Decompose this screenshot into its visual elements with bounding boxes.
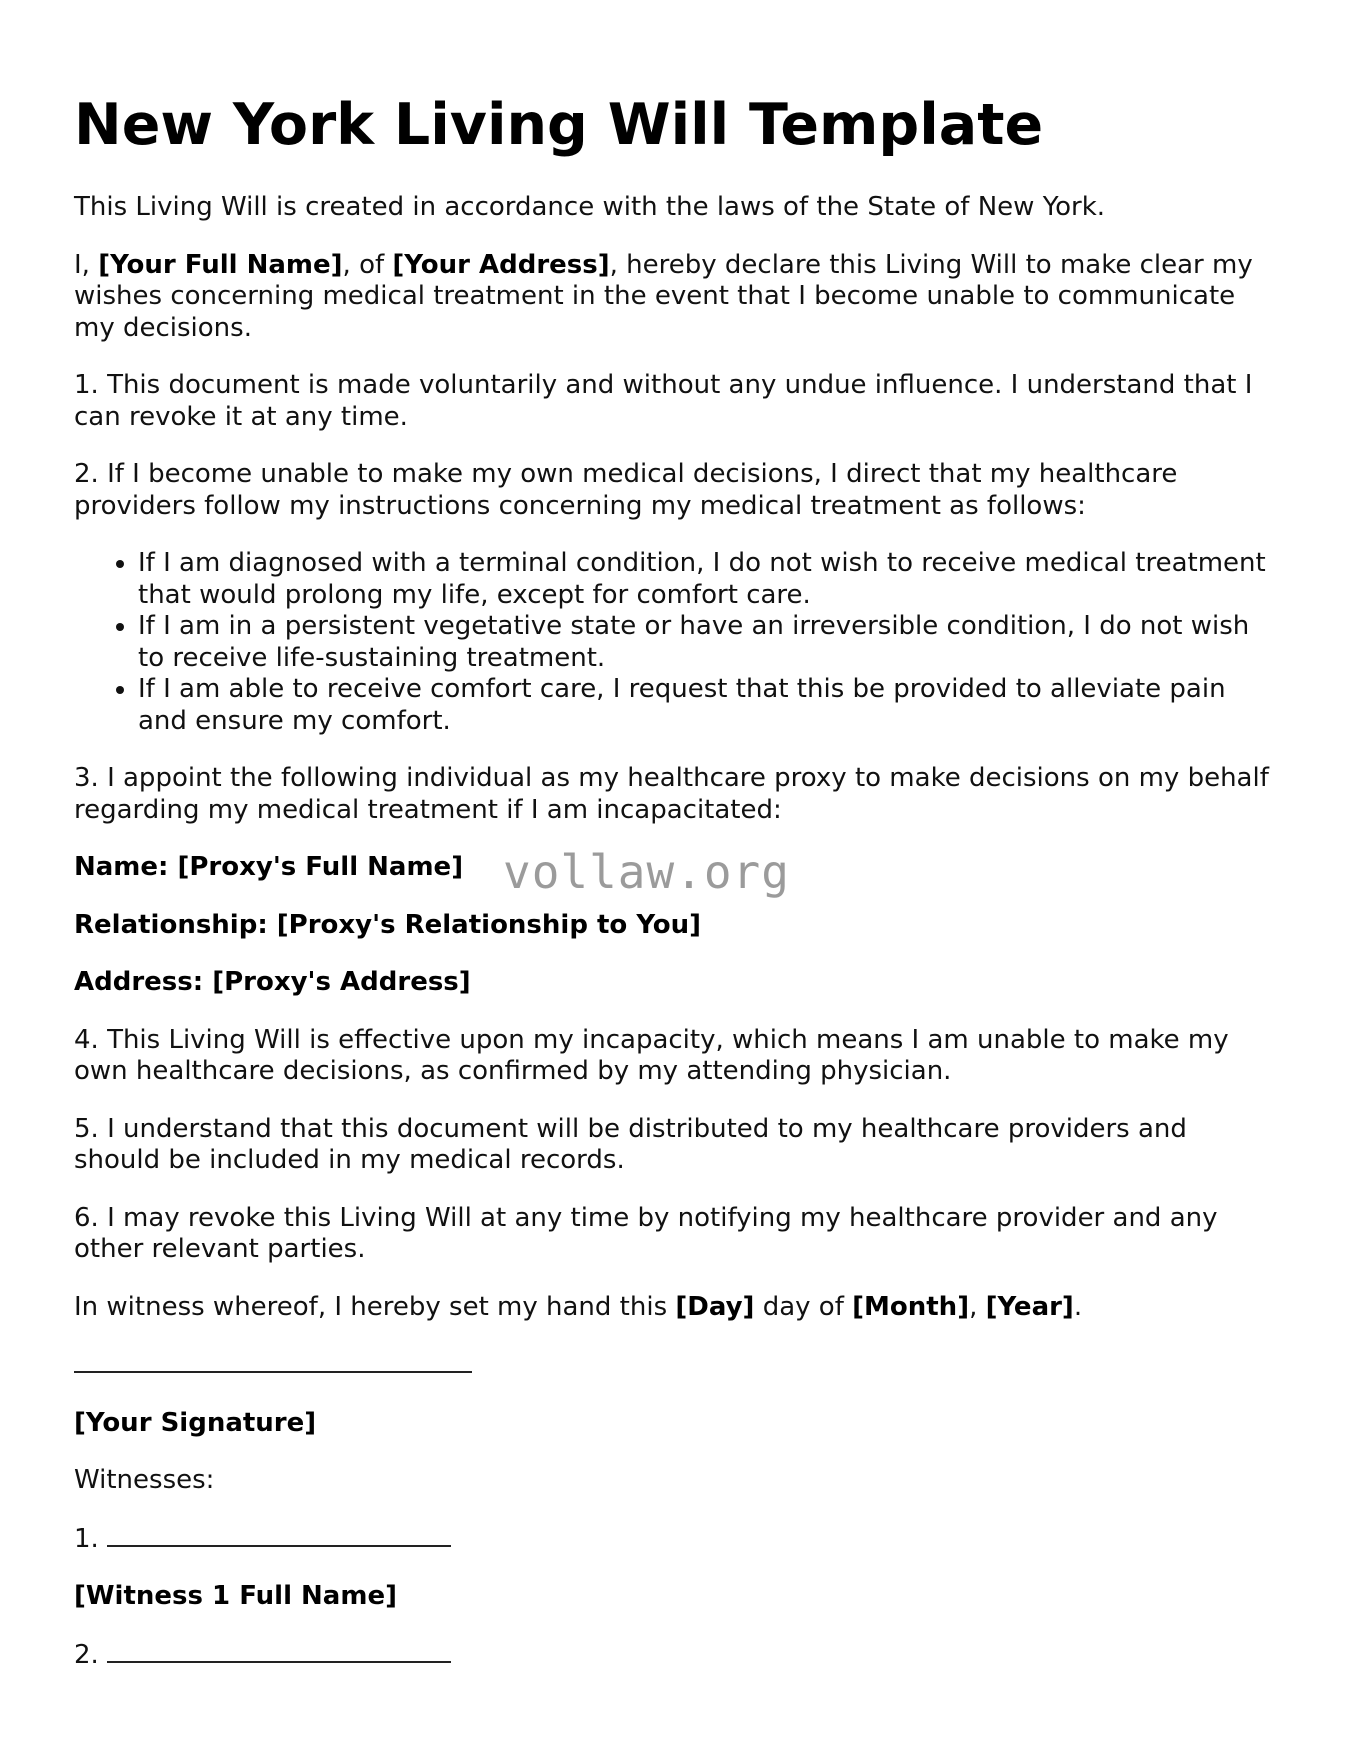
clause-6: 6. I may revoke this Living Will at any time by notifying my healthcare provider and any other relevant parties.: [74, 1202, 1218, 1264]
month-placeholder: [Month]: [852, 1291, 970, 1322]
year-placeholder: [Year]: [985, 1291, 1074, 1322]
proxy-relationship: Relationship: [Proxy's Relationship to You]: [74, 909, 702, 940]
instruction-item: • If I am able to receive comfort care, I request that this be provided to alleviate pain and ensure my comfort.: [138, 674, 1274, 737]
day-placeholder: [Day]: [675, 1291, 755, 1322]
clause-4: 4. This Living Will is effective upon my incapacity, which means I am unable to make my own healthcare decisions, as confirmed by my attending physician.: [74, 1024, 1229, 1086]
document-body: [74, 192, 1274, 1697]
clause-5: 5. I understand that this document will be distributed to my healthcare providers and should be included in my medical records.: [74, 1113, 1187, 1175]
witness-1-name: [Witness 1 Full Name]: [74, 1581, 397, 1611]
clause-2: 2. If I become unable to make my own medical decisions, I direct that my healthcare providers follow my instructions concerning my medical treatment as follows:: [74, 459, 1178, 521]
witness-1-line-row: [74, 1523, 1274, 1556]
document-title: New York Living Will Template: [74, 92, 1044, 158]
instruction-item: • If I am diagnosed with a terminal condition, I do not wish to receive medical treatment that would prolong my life, except for comfort care.: [138, 548, 1274, 611]
signature-line[interactable]: [74, 1349, 472, 1373]
intro-paragraph: This Living Will is created in accordance with the laws of the State of New York.: [74, 192, 1106, 222]
proxy-address: Address: [Proxy's Address]: [74, 967, 471, 997]
declaration-of: , of: [342, 249, 393, 280]
witness-2-signature-line[interactable]: [107, 1639, 451, 1663]
your-address-placeholder: [Your Address]: [392, 249, 610, 280]
declaration-paragraph: [74, 250, 1274, 345]
witness-2-line-row: [74, 1639, 1274, 1672]
witnesses-label: Witnesses:: [74, 1465, 215, 1495]
proxy-name: Name: [Proxy's Full Name]: [74, 852, 464, 882]
watermark-text: vollaw.org: [503, 845, 790, 899]
your-full-name-placeholder: [Your Full Name]: [98, 249, 343, 280]
declaration-prefix: I,: [74, 249, 99, 280]
witness-2-number: 2.: [74, 1639, 108, 1670]
declaration-suffix: , hereby declare this Living Will to make clear my wishes concerning medical treatment in the event that I become unable to communicate my decisions.: [74, 249, 1253, 343]
instructions-list: [74, 548, 1274, 737]
witness-1-signature-line[interactable]: [107, 1523, 451, 1547]
clause-3: 3. I appoint the following individual as my healthcare proxy to make decisions on my behalf regarding my medical treatment if I am incapacitated:: [74, 763, 1269, 825]
witness-statement: In witness whereof, I hereby set my hand this [Day] day of [Month], [Year].: [74, 1291, 1083, 1322]
signature-label: [Your Signature]: [74, 1407, 317, 1438]
witness-1-number: 1.: [74, 1523, 108, 1554]
signature-line-row: [74, 1349, 1274, 1382]
instruction-item: • If I am in a persistent vegetative state or have an irreversible condition, I do not wish to receive life-sustaining treatment.: [138, 611, 1274, 674]
clause-1: 1. This document is made voluntarily and without any undue influence. I understand that I can revoke it at any time.: [74, 370, 1253, 432]
